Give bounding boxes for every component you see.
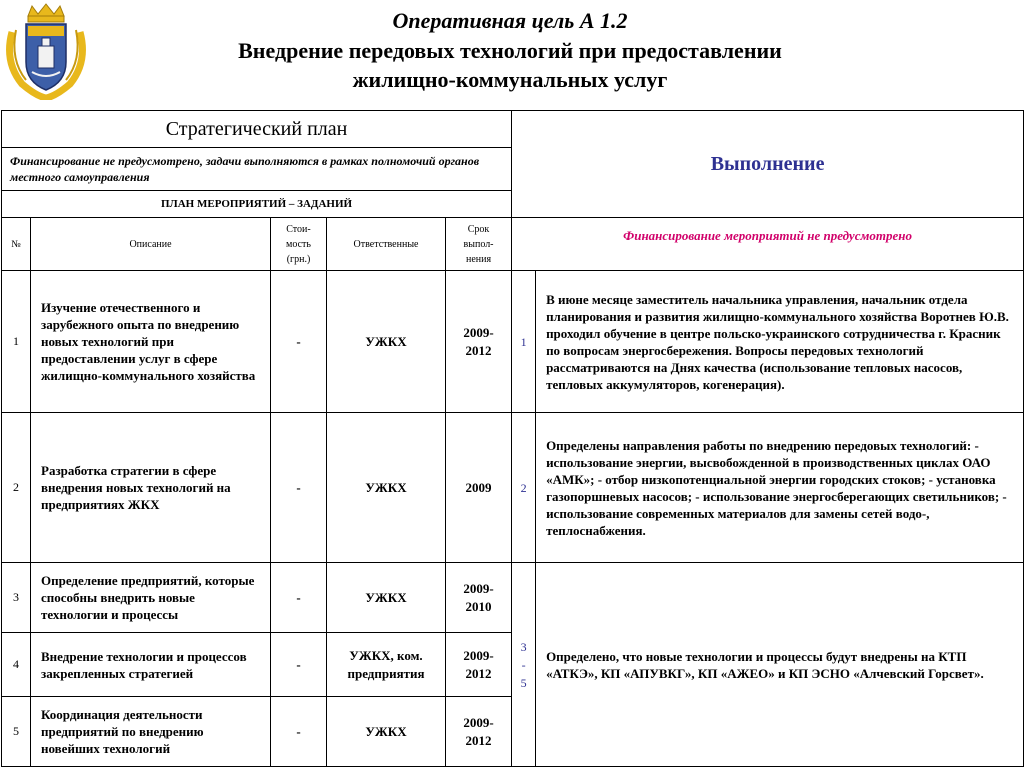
row-responsible: УЖКХ [327,697,446,767]
execution-number-merged [512,563,536,767]
row-cost: - [271,413,327,563]
plan-list-header: ПЛАН МЕРОПРИЯТИЙ – ЗАДАНИЙ [2,191,512,218]
term-line: 2009- [463,324,494,340]
table-row [2,563,1024,633]
row-description: Определение предприятий, которые способны внедрить новые технологии и процессы [31,563,271,633]
title-line-2: жилищно-коммунальных услуг [352,67,668,92]
row-cost: - [271,271,327,413]
row-responsible: УЖКХ [327,563,446,633]
execution-number: 1 [512,271,536,413]
row-number: 4 [2,633,31,697]
financing-note: Финансирование не предусмотрено, задачи выполняются в рамках полномочий органов местного самоуправления [2,148,512,191]
term-line: 2009 [465,479,492,495]
col-cost [271,218,327,271]
table-row [2,413,1024,563]
column-header-row [2,218,1024,271]
execution-text: В июне месяце заместитель начальника управления, начальник отдела планирования и развития жилищно-коммунального хозяйства Воротнев Ю.В. проходил обучение в центре польско-украинского сотрудничества г. Красник по вопросам энергосбережения. Вопросы передовых технологий рассматриваются на Днях качества (использование тепловых насосов, тепловых аккумуляторов, когенерация). [536,271,1024,413]
page-header [180,6,840,94]
col-cost-line: мость [286,238,311,250]
term-line: 2012 [465,665,492,681]
responsible-line: УЖКХ, ком. [349,647,423,663]
col-num: № [2,218,31,271]
col-cost-line: Стои- [286,223,311,235]
row-term [446,633,512,697]
col-responsible: Ответственные [327,218,446,271]
plan-table [1,110,1024,767]
term-line: 2009- [463,580,494,596]
row-responsible: УЖКХ [327,271,446,413]
row-number: 2 [2,413,31,563]
responsible-line: предприятия [347,665,425,681]
row-description: Координация деятельности предприятий по внедрению новейших технологий [31,697,271,767]
term-line: 2010 [465,598,492,614]
term-line: 2009- [463,714,494,730]
execution-number: 2 [512,413,536,563]
col-term-line: нения [465,253,492,265]
title-line-1: Внедрение передовых технологий при предоставлении [238,38,782,63]
row-description: Разработка стратегии в сфере внедрения новых технологий на предприятиях ЖКХ [31,413,271,563]
col-term-line: выпол- [463,238,494,250]
row-number: 1 [2,271,31,413]
exec-num-line: 3 [520,639,527,654]
table-row [2,271,1024,413]
col-description: Описание [31,218,271,271]
col-term [446,218,512,271]
row-responsible: УЖКХ [327,413,446,563]
exec-num-line: 5 [520,675,527,690]
term-line: 2009- [463,647,494,663]
row-number: 5 [2,697,31,767]
no-financing-note: Финансирование мероприятий не предусмотрено [512,218,1024,271]
execution-text: Определены направления работы по внедрению передовых технологий: - использование энергии, высвобожденной в производственных циклах ОАО «АМК»; - отбор низкопотенциальной энергии городских стоков; - установка газопоршневых насосов; - использование энергосберегающих светильников; - использование современных материалов для замены сетей водо-, теплоснабжения. [536,413,1024,563]
city-coat-of-arms-icon [2,2,90,100]
row-description: Внедрение технологии и процессов закрепленных стратегией [31,633,271,697]
term-line: 2012 [465,342,492,358]
row-term [446,413,512,563]
row-term [446,697,512,767]
row-term [446,563,512,633]
row-cost: - [271,697,327,767]
term-line: 2012 [465,732,492,748]
col-term-line: Срок [467,223,490,235]
col-cost-line: (грн.) [286,253,311,265]
row-term [446,271,512,413]
execution-text-merged: Определено, что новые технологии и процессы будут внедрены на КТП «АТКЭ», КП «АПУВКГ», КП «АЖЕО» и КП ЭСНО «Алчевский Горсвет». [536,563,1024,767]
row-cost: - [271,563,327,633]
row-cost: - [271,633,327,697]
strategic-plan-header: Стратегический план [2,111,512,148]
row-responsible [327,633,446,697]
operational-goal: Оперативная цель А 1.2 [392,8,628,33]
row-description: Изучение отечественного и зарубежного опыта по внедрению новых технологий при предоставлении услуг в сфере жилищно-коммунального хозяйства [31,271,271,413]
row-number: 3 [2,563,31,633]
exec-num-line: - [521,657,526,672]
execution-header: Выполнение [512,111,1024,218]
